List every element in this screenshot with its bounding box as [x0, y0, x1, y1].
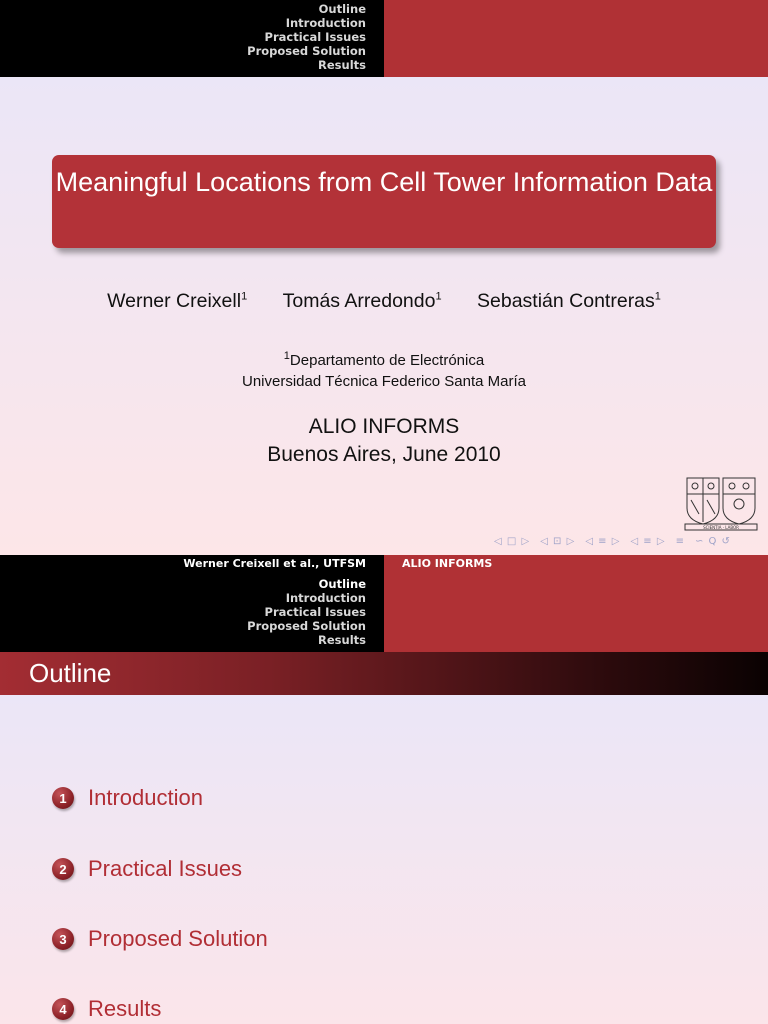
toc-label: Introduction: [88, 785, 203, 810]
institute: $^1$Departamento de Electrónica Universidad Técnica Federico Santa María: [0, 346, 768, 392]
nav-proposed-solution[interactable]: Proposed Solution: [247, 44, 366, 58]
university-crest-logo: [683, 474, 759, 532]
institute-department: Departamento de Electrónica: [289, 352, 485, 369]
footer-conference: ALIO INFORMS: [384, 555, 768, 577]
toc-number-ball: 2: [52, 858, 74, 880]
presentation-title-box: [52, 155, 716, 248]
nav-proposed-solution[interactable]: Proposed Solution: [247, 619, 366, 633]
author-1: Werner Creixell$^1$: [107, 290, 248, 312]
toc-label: Proposed Solution: [88, 926, 268, 951]
toc-item-proposed-solution[interactable]: [52, 926, 268, 952]
title-slide: [0, 77, 768, 555]
toc-number-ball: 4: [52, 998, 74, 1020]
slide-footer: [0, 555, 768, 577]
nav-frame-icon[interactable]: ◁ □ ▷: [494, 536, 531, 547]
conference-place-date: Buenos Aires, June 2010: [267, 443, 501, 466]
nav-outline-active[interactable]: Outline: [318, 577, 366, 591]
author-2: Tomás Arredondo$^1$: [282, 290, 442, 312]
toc-number-ball: 1: [52, 787, 74, 809]
frame-title-bar: [0, 652, 768, 695]
toc-item-introduction[interactable]: [52, 785, 203, 811]
author-3: Sebastián Contreras$^1$: [477, 290, 661, 312]
section-nav: [0, 0, 384, 77]
beamer-navigation-symbols: [494, 536, 764, 550]
frame-title: Outline: [29, 658, 112, 688]
nav-subsection-icon[interactable]: ◁ ⊡ ▷: [540, 536, 576, 547]
nav-introduction[interactable]: Introduction: [285, 16, 366, 30]
nav-appendix-icon[interactable]: ≡: [675, 536, 685, 547]
top-navigation-band-2: [0, 577, 768, 652]
institute-university: Universidad Técnica Federico Santa María: [241, 373, 527, 390]
authors: [0, 290, 768, 313]
toc-number-ball: 3: [52, 928, 74, 950]
header-accent-2: [384, 577, 768, 652]
nav-results[interactable]: Results: [318, 633, 366, 647]
nav-results[interactable]: Results: [318, 58, 366, 72]
conference-name: ALIO INFORMS: [308, 415, 460, 438]
top-navigation-band: [0, 0, 768, 77]
toc-label: Practical Issues: [88, 856, 243, 881]
nav-search-icon[interactable]: ∽ Q ↺: [694, 536, 731, 547]
conference-info: [0, 413, 768, 469]
nav-outline[interactable]: Outline: [318, 2, 366, 16]
toc-item-practical-issues[interactable]: [52, 856, 242, 882]
nav-introduction[interactable]: Introduction: [285, 591, 366, 605]
footer-author: Werner Creixell et al., UTFSM: [0, 555, 384, 577]
section-nav-2: [0, 577, 384, 652]
nav-practical-issues[interactable]: Practical Issues: [264, 30, 366, 44]
nav-practical-issues[interactable]: Practical Issues: [264, 605, 366, 619]
presentation-title: Meaningful Locations from Cell Tower Information Data: [55, 167, 713, 197]
svg-text:SCIENTIA · LABOR: SCIENTIA · LABOR: [703, 525, 739, 530]
header-accent: [384, 0, 768, 77]
nav-document-icon[interactable]: ◁ ≡ ▷: [630, 536, 666, 547]
toc-label: Results: [88, 996, 162, 1021]
nav-section-icon[interactable]: ◁ ≡ ▷: [585, 536, 621, 547]
toc-item-results[interactable]: [52, 996, 161, 1022]
